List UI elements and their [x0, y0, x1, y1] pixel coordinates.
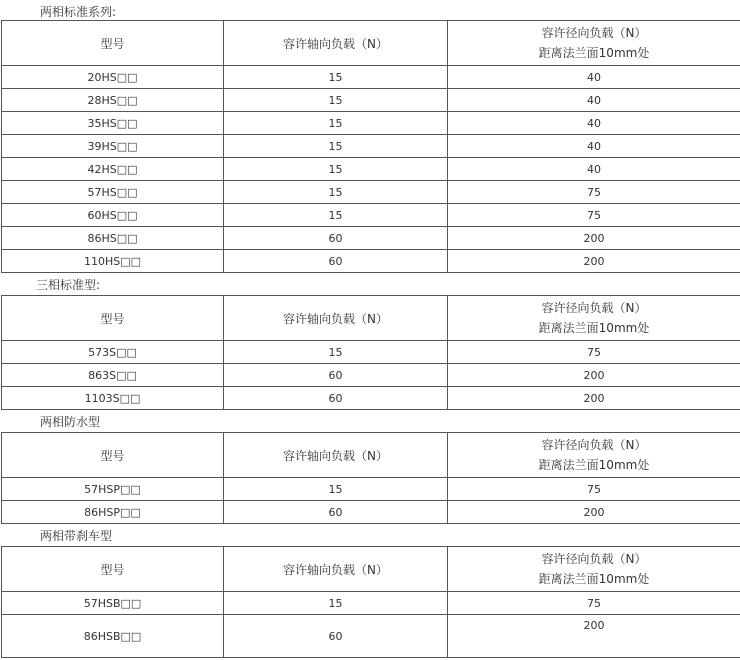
header-radial-load [448, 433, 740, 478]
header-model: 型号 [2, 21, 224, 66]
model-cell: 20HS□□ [2, 66, 224, 89]
model-cell: 60HS□□ [2, 204, 224, 227]
section-title-two-phase-waterproof: 两相防水型 [40, 415, 101, 429]
axial-cell: 15 [224, 135, 448, 158]
radial-cell: 200 [448, 615, 740, 658]
header-axial-load: 容许轴向负载（N） [224, 433, 448, 478]
axial-cell: 60 [224, 387, 448, 410]
radial-cell: 75 [448, 181, 740, 204]
radial-cell: 75 [448, 341, 740, 364]
table-row [2, 615, 740, 658]
axial-cell: 60 [224, 615, 448, 658]
table-row [2, 592, 740, 615]
radial-cell: 200 [448, 364, 740, 387]
radial-cell: 200 [448, 227, 740, 250]
axial-cell: 60 [224, 227, 448, 250]
table-row [2, 364, 740, 387]
header-radial-load [448, 21, 740, 66]
axial-cell: 15 [224, 158, 448, 181]
model-cell: 863S□□ [2, 364, 224, 387]
table-row [2, 478, 740, 501]
table-row [2, 204, 740, 227]
section-title-three-phase-standard: 三相标准型: [36, 278, 101, 292]
header-radial-line2: 距离法兰面10mm处 [538, 572, 650, 586]
axial-cell: 15 [224, 66, 448, 89]
model-cell: 110HS□□ [2, 250, 224, 273]
header-radial-line1: 容许径向负载（N） [541, 438, 647, 452]
model-cell: 57HSB□□ [2, 592, 224, 615]
table-row [2, 501, 740, 524]
model-cell: 86HS□□ [2, 227, 224, 250]
table-row [2, 227, 740, 250]
axial-cell: 60 [224, 364, 448, 387]
table-row [2, 112, 740, 135]
axial-cell: 60 [224, 501, 448, 524]
radial-cell: 200 [448, 387, 740, 410]
header-model: 型号 [2, 433, 224, 478]
model-cell: 86HSB□□ [2, 615, 224, 658]
table-header-row [2, 433, 740, 478]
section-title-two-phase-brake: 两相带刹车型 [40, 529, 113, 543]
header-radial-line1: 容许径向负载（N） [541, 552, 647, 566]
model-cell: 39HS□□ [2, 135, 224, 158]
axial-cell: 15 [224, 89, 448, 112]
header-radial-load [448, 547, 740, 592]
header-radial-line2: 距离法兰面10mm处 [538, 321, 650, 335]
table-header-row [2, 21, 740, 66]
section-title-two-phase-standard: 两相标准系列: [40, 5, 117, 19]
table-header-row [2, 547, 740, 592]
model-cell: 35HS□□ [2, 112, 224, 135]
radial-cell: 75 [448, 478, 740, 501]
model-cell: 86HSP□□ [2, 501, 224, 524]
header-radial-line1: 容许径向负载（N） [541, 301, 647, 315]
model-cell: 1103S□□ [2, 387, 224, 410]
radial-cell: 200 [448, 501, 740, 524]
table-row [2, 181, 740, 204]
table-row [2, 250, 740, 273]
table-row [2, 341, 740, 364]
model-cell: 42HS□□ [2, 158, 224, 181]
header-axial-load: 容许轴向负载（N） [224, 547, 448, 592]
header-model: 型号 [2, 547, 224, 592]
radial-cell: 40 [448, 66, 740, 89]
radial-cell: 75 [448, 592, 740, 615]
radial-cell: 40 [448, 158, 740, 181]
radial-cell: 40 [448, 135, 740, 158]
radial-cell: 200 [448, 250, 740, 273]
axial-cell: 15 [224, 592, 448, 615]
model-cell: 57HS□□ [2, 181, 224, 204]
axial-cell: 15 [224, 112, 448, 135]
table-row [2, 387, 740, 410]
axial-cell: 60 [224, 250, 448, 273]
header-radial-line2: 距离法兰面10mm处 [538, 458, 650, 472]
header-axial-load: 容许轴向负载（N） [224, 296, 448, 341]
spec-table-two-phase-standard [1, 20, 740, 273]
header-radial-load [448, 296, 740, 341]
table-row [2, 89, 740, 112]
radial-cell: 75 [448, 204, 740, 227]
axial-cell: 15 [224, 341, 448, 364]
header-axial-load: 容许轴向负载（N） [224, 21, 448, 66]
header-radial-line2: 距离法兰面10mm处 [538, 46, 650, 60]
model-cell: 28HS□□ [2, 89, 224, 112]
table-row [2, 66, 740, 89]
header-model: 型号 [2, 296, 224, 341]
radial-cell: 40 [448, 112, 740, 135]
axial-cell: 15 [224, 181, 448, 204]
table-header-row [2, 296, 740, 341]
spec-table-three-phase-standard [1, 295, 740, 410]
model-cell: 573S□□ [2, 341, 224, 364]
axial-cell: 15 [224, 478, 448, 501]
table-row [2, 135, 740, 158]
spec-table-two-phase-brake [1, 546, 740, 658]
model-cell: 57HSP□□ [2, 478, 224, 501]
table-row [2, 158, 740, 181]
header-radial-line1: 容许径向负载（N） [541, 26, 647, 40]
axial-cell: 15 [224, 204, 448, 227]
radial-cell: 40 [448, 89, 740, 112]
spec-table-two-phase-waterproof [1, 432, 740, 524]
